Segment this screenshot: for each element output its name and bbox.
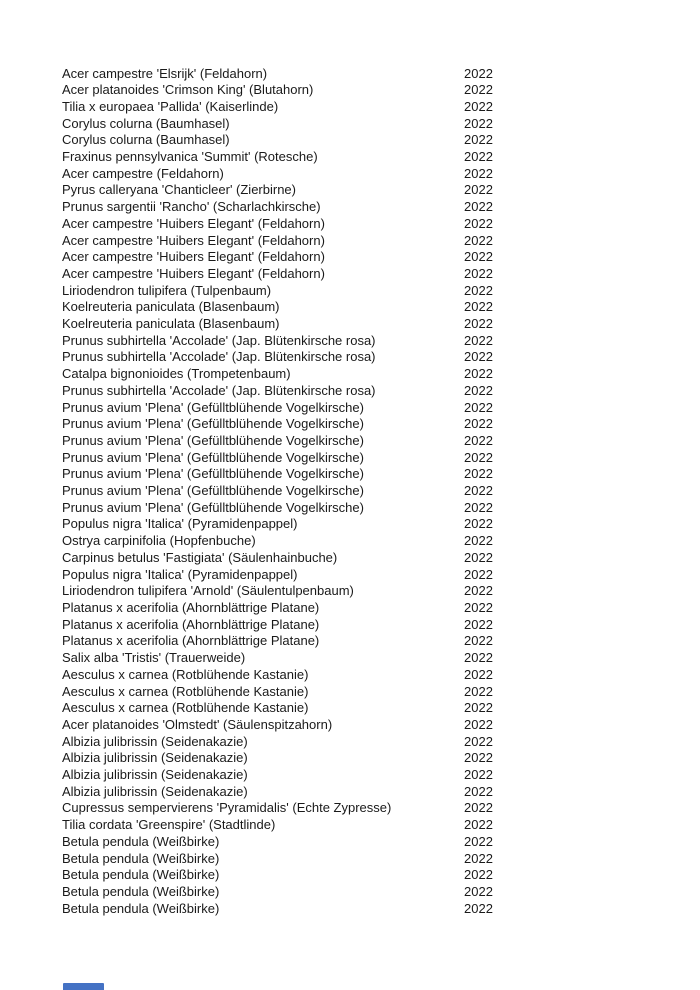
list-item [62, 717, 682, 734]
list-item [62, 249, 682, 266]
tree-year: 2022 [464, 867, 493, 883]
tree-name: Corylus colurna (Baumhasel) [62, 115, 230, 131]
tree-name: Liriodendron tulipifera 'Arnold' (Säulentulpenbaum) [62, 583, 354, 599]
list-item [62, 750, 682, 767]
list-item [62, 466, 682, 483]
tree-name: Albizia julibrissin (Seidenakazie) [62, 733, 248, 749]
list-item [62, 583, 682, 600]
tree-year: 2022 [464, 466, 493, 482]
tree-year: 2022 [464, 483, 493, 499]
tree-name: Betula pendula (Weißbirke) [62, 883, 220, 899]
list-item [62, 851, 682, 868]
tree-name: Salix alba 'Tristis' (Trauerweide) [62, 650, 246, 666]
tree-name: Platanus x acerifolia (Ahornblättrige Platane) [62, 633, 320, 649]
tree-name: Prunus sargentii 'Rancho' (Scharlachkirsche) [62, 199, 321, 215]
list-item [62, 416, 682, 433]
list-item [62, 784, 682, 801]
tree-year: 2022 [464, 700, 493, 716]
tree-name: Betula pendula (Weißbirke) [62, 867, 220, 883]
list-item [62, 166, 682, 183]
partial-blue-element[interactable] [63, 983, 104, 990]
tree-year: 2022 [464, 666, 493, 682]
tree-name: Pyrus calleryana 'Chanticleer' (Zierbirne) [62, 182, 296, 198]
list-item [62, 182, 682, 199]
list-item [62, 600, 682, 617]
tree-year: 2022 [464, 449, 493, 465]
tree-year: 2022 [464, 399, 493, 415]
tree-name: Liriodendron tulipifera (Tulpenbaum) [62, 282, 272, 298]
list-item [62, 349, 682, 366]
tree-name: Acer platanoides 'Olmstedt' (Säulenspitzahorn) [62, 716, 333, 732]
tree-year: 2022 [464, 349, 493, 365]
tree-year: 2022 [464, 800, 493, 816]
tree-name: Prunus avium 'Plena' (Gefülltblühende Vogelkirsche) [62, 399, 364, 415]
tree-year: 2022 [464, 115, 493, 131]
tree-name: Betula pendula (Weißbirke) [62, 900, 220, 916]
tree-name: Prunus avium 'Plena' (Gefülltblühende Vogelkirsche) [62, 416, 364, 432]
list-item [62, 233, 682, 250]
tree-name: Populus nigra 'Italica' (Pyramidenpappel) [62, 516, 298, 532]
tree-name: Betula pendula (Weißbirke) [62, 850, 220, 866]
list-item [62, 684, 682, 701]
tree-name: Catalpa bignonioides (Trompetenbaum) [62, 366, 291, 382]
tree-name: Fraxinus pennsylvanica 'Summit' (Rotesche) [62, 149, 318, 165]
tree-list [62, 66, 682, 918]
list-item [62, 800, 682, 817]
tree-year: 2022 [464, 900, 493, 916]
tree-year: 2022 [464, 600, 493, 615]
list-item [62, 767, 682, 784]
tree-name: Tilia cordata 'Greenspire' (Stadtlinde) [62, 817, 276, 833]
tree-year: 2022 [464, 366, 493, 382]
list-item [62, 650, 682, 667]
tree-year: 2022 [464, 265, 493, 281]
list-item [62, 500, 682, 517]
tree-name: Acer campestre 'Huibers Elegant' (Feldahorn) [62, 232, 325, 248]
tree-name: Prunus subhirtella 'Accolade' (Jap. Blütenkirsche rosa) [62, 349, 376, 365]
tree-year: 2022 [464, 416, 493, 432]
list-item [62, 433, 682, 450]
tree-year: 2022 [464, 182, 493, 198]
list-item [62, 266, 682, 283]
list-item [62, 383, 682, 400]
tree-name: Ostrya carpinifolia (Hopfenbuche) [62, 533, 256, 549]
list-item [62, 149, 682, 166]
tree-name: Platanus x acerifolia (Ahornblättrige Platane) [62, 600, 320, 615]
list-item [62, 316, 682, 333]
tree-name: Tilia x europaea 'Pallida' (Kaiserlinde) [62, 98, 279, 114]
tree-year: 2022 [464, 132, 493, 148]
tree-name: Corylus colurna (Baumhasel) [62, 132, 230, 148]
tree-year: 2022 [464, 382, 493, 398]
tree-name: Prunus subhirtella 'Accolade' (Jap. Blütenkirsche rosa) [62, 332, 376, 348]
tree-year: 2022 [464, 232, 493, 248]
tree-year: 2022 [464, 883, 493, 899]
tree-name: Acer campestre 'Elsrijk' (Feldahorn) [62, 65, 268, 81]
list-item [62, 132, 682, 149]
list-item [62, 400, 682, 417]
tree-year: 2022 [464, 249, 493, 265]
tree-name: Cupressus sempervierens 'Pyramidalis' (Echte Zypresse) [62, 800, 392, 816]
tree-year: 2022 [464, 533, 493, 549]
list-item [62, 901, 682, 918]
tree-year: 2022 [464, 750, 493, 766]
list-item [62, 283, 682, 300]
list-item [62, 567, 682, 584]
list-item [62, 550, 682, 567]
list-item [62, 333, 682, 350]
list-item [62, 216, 682, 233]
tree-name: Acer campestre 'Huibers Elegant' (Feldahorn) [62, 249, 325, 265]
list-item [62, 99, 682, 116]
list-item [62, 299, 682, 316]
tree-name: Acer campestre 'Huibers Elegant' (Feldahorn) [62, 215, 325, 231]
list-item [62, 700, 682, 717]
tree-name: Prunus subhirtella 'Accolade' (Jap. Blütenkirsche rosa) [62, 382, 376, 398]
tree-year: 2022 [464, 98, 493, 114]
tree-year: 2022 [464, 683, 493, 699]
tree-year: 2022 [464, 215, 493, 231]
tree-name: Acer campestre 'Huibers Elegant' (Feldahorn) [62, 265, 325, 281]
list-item [62, 116, 682, 133]
tree-name: Prunus avium 'Plena' (Gefülltblühende Vogelkirsche) [62, 499, 364, 515]
tree-year: 2022 [464, 583, 493, 599]
tree-year: 2022 [464, 633, 493, 649]
tree-name: Aesculus x carnea (Rotblühende Kastanie) [62, 700, 309, 716]
list-item [62, 199, 682, 216]
tree-name: Aesculus x carnea (Rotblühende Kastanie) [62, 683, 309, 699]
list-item [62, 667, 682, 684]
tree-year: 2022 [464, 149, 493, 165]
list-item [62, 834, 682, 851]
list-item [62, 516, 682, 533]
list-item [62, 533, 682, 550]
tree-year: 2022 [464, 817, 493, 833]
tree-year: 2022 [464, 549, 493, 565]
tree-year: 2022 [464, 299, 493, 315]
list-item [62, 66, 682, 83]
tree-year: 2022 [464, 850, 493, 866]
tree-year: 2022 [464, 332, 493, 348]
tree-year: 2022 [464, 833, 493, 849]
tree-year: 2022 [464, 165, 493, 181]
tree-year: 2022 [464, 199, 493, 215]
list-item [62, 450, 682, 467]
tree-year: 2022 [464, 566, 493, 582]
tree-year: 2022 [464, 282, 493, 298]
tree-year: 2022 [464, 516, 493, 532]
list-item [62, 867, 682, 884]
tree-year: 2022 [464, 82, 493, 98]
tree-year: 2022 [464, 783, 493, 799]
tree-name: Platanus x acerifolia (Ahornblättrige Platane) [62, 616, 320, 632]
tree-name: Albizia julibrissin (Seidenakazie) [62, 767, 248, 783]
tree-name: Acer platanoides 'Crimson King' (Blutahorn) [62, 82, 314, 98]
tree-name: Albizia julibrissin (Seidenakazie) [62, 750, 248, 766]
tree-year: 2022 [464, 767, 493, 783]
tree-name: Prunus avium 'Plena' (Gefülltblühende Vogelkirsche) [62, 449, 364, 465]
tree-year: 2022 [464, 432, 493, 448]
list-item [62, 633, 682, 650]
list-item [62, 734, 682, 751]
tree-name: Koelreuteria paniculata (Blasenbaum) [62, 299, 280, 315]
tree-name: Koelreuteria paniculata (Blasenbaum) [62, 316, 280, 332]
tree-name: Betula pendula (Weißbirke) [62, 833, 220, 849]
tree-year: 2022 [464, 65, 493, 81]
tree-name: Prunus avium 'Plena' (Gefülltblühende Vogelkirsche) [62, 483, 364, 499]
tree-name: Albizia julibrissin (Seidenakazie) [62, 783, 248, 799]
tree-name: Acer campestre (Feldahorn) [62, 165, 224, 181]
list-item [62, 483, 682, 500]
tree-year: 2022 [464, 650, 493, 666]
tree-year: 2022 [464, 316, 493, 332]
tree-name: Carpinus betulus 'Fastigiata' (Säulenhainbuche) [62, 549, 338, 565]
tree-name: Prunus avium 'Plena' (Gefülltblühende Vogelkirsche) [62, 466, 364, 482]
list-item [62, 884, 682, 901]
tree-year: 2022 [464, 616, 493, 632]
tree-name: Aesculus x carnea (Rotblühende Kastanie) [62, 666, 309, 682]
list-item [62, 366, 682, 383]
list-item [62, 82, 682, 99]
list-item [62, 617, 682, 634]
tree-name: Populus nigra 'Italica' (Pyramidenpappel) [62, 566, 298, 582]
tree-year: 2022 [464, 499, 493, 515]
tree-year: 2022 [464, 716, 493, 732]
tree-year: 2022 [464, 733, 493, 749]
list-item [62, 817, 682, 834]
tree-name: Prunus avium 'Plena' (Gefülltblühende Vogelkirsche) [62, 432, 364, 448]
